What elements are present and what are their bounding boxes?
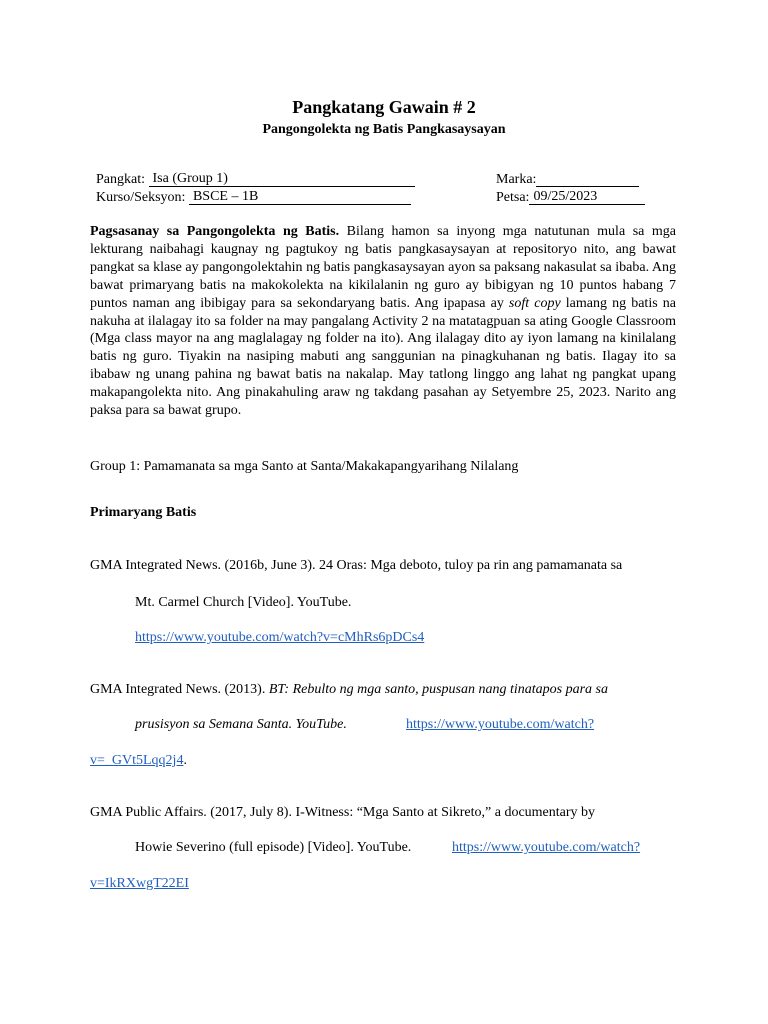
- reference-2-prefix: GMA Integrated News. (2013).: [90, 682, 269, 697]
- reference-2-source: . YouTube.: [288, 717, 347, 732]
- instructions-lead: Pagsasanay sa Pangongolekta ng Batis.: [90, 224, 340, 239]
- reference-2-line-1: [90, 681, 608, 698]
- marka-field: [496, 171, 639, 188]
- reference-2-trailing: .: [183, 753, 187, 768]
- instructions-soft-copy: soft copy: [508, 295, 561, 311]
- reference-3-url-part-2[interactable]: v=IkRXwgT22EI: [90, 876, 189, 891]
- petsa-value: 09/25/2023: [529, 189, 645, 205]
- reference-3-url-part-1[interactable]: https://www.youtube.com/watch?: [452, 840, 641, 855]
- kurso-value: BSCE – 1B: [189, 189, 411, 205]
- reference-3-link-part-1[interactable]: [452, 839, 640, 856]
- reference-1-url[interactable]: https://www.youtube.com/watch?v=cMhRs6pDCs4: [135, 630, 425, 645]
- marka-value: [536, 171, 639, 187]
- petsa-field: [496, 189, 645, 206]
- document-subtitle: Pangongolekta ng Batis Pangkasaysayan: [262, 122, 506, 137]
- reference-2-link-part-1[interactable]: [406, 716, 594, 733]
- pangkat-field: [96, 171, 415, 188]
- reference-2-line-2: [135, 716, 347, 733]
- kurso-field: [96, 189, 411, 206]
- reference-3-line-2: Howie Severino (full episode) [Video]. YouTube.: [135, 840, 412, 855]
- instructions-text-2: lamang ng batis na nakuha at ilalagay ito sa folder na may pangalang Activity 2 na matatagpuan sa ating Google Classroom (Mga class mayor na ang maglalagay ng folder na ito). Ang ilalagay dito ay iyon lamang na kinilalang batis ng guro. Tiyakin na nasiping mabuti ang sanggunian na pinagkuhanan ng batis. Ilagay ito sa ibabaw ng unang pahina ng bawat batis na nakalap. May tatlong linggo ang lahat ng pangkat upang makapangolekta nito. Ang pinakahuling araw ng takdang pasahan ay Setyembre 25, 2023. Narito ang paksa para sa bawat grupo.: [90, 295, 676, 419]
- reference-1-line-1: GMA Integrated News. (2016b, June 3). 24 Oras: Mga deboto, tuloy pa rin ang pamamanata sa: [90, 558, 623, 573]
- pangkat-value: Isa (Group 1): [149, 171, 415, 187]
- section-heading: Primaryang Batis: [90, 505, 197, 520]
- document-title: Pangkatang Gawain # 2: [292, 97, 476, 117]
- reference-2-title-1: BT: Rebulto ng mga santo, puspusan nang tinatapos para sa: [268, 682, 608, 697]
- pangkat-label: Pangkat:: [96, 172, 145, 187]
- reference-3-line-1: GMA Public Affairs. (2017, July 8). I-Witness: “Mga Santo at Sikreto,” a documentary by: [90, 805, 596, 820]
- instructions-text-1: Bilang hamon sa inyong mga natutunan mula sa mga lekturang naibahagi kaugnay ng pagtukoy ng batis pangkasaysayan at repositoryo nito, ang bawat pangkat sa klase ay pangongolektahin ng batis pangkasaysayan ayon sa paksang nakasulat sa ibaba. Ang bawat primaryang batis na makokolekta na kikilalanin ng guro ay bibigyan ng 10 puntos habang 7 puntos naman ang ibibigay para sa sekondaryang batis. Ang ipapasa ay: [90, 224, 676, 311]
- reference-2-url-part-1[interactable]: https://www.youtube.com/watch?: [406, 717, 595, 732]
- marka-label: Marka:: [496, 172, 537, 187]
- petsa-label: Petsa:: [496, 190, 530, 205]
- reference-2-url-part-2[interactable]: v=_GVt5Lqq2j4: [90, 753, 184, 768]
- reference-1-link[interactable]: [135, 629, 424, 646]
- reference-2-title-2: prusisyon sa Semana Santa: [135, 717, 289, 732]
- kurso-label: Kurso/Seksyon:: [96, 190, 186, 205]
- group-topic: Group 1: Pamamanata sa mga Santo at Santa/Makakapangyarihang Nilalang: [90, 459, 519, 474]
- reference-2-link-part-2[interactable]: [90, 752, 187, 769]
- reference-1-line-2: Mt. Carmel Church [Video]. YouTube.: [135, 595, 352, 610]
- instructions-paragraph: [90, 223, 676, 420]
- reference-3-link-part-2[interactable]: [90, 875, 189, 892]
